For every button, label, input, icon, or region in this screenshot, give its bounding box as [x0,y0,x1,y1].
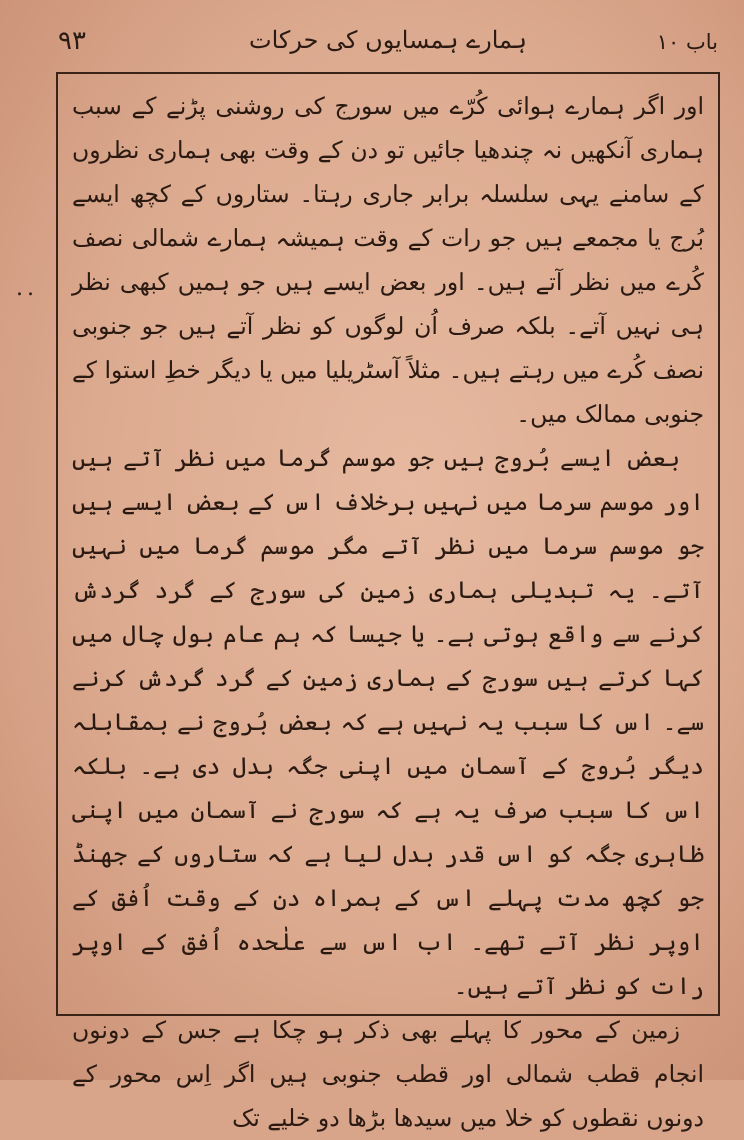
margin-mark: .. [16,276,38,301]
paragraph-1: اور اگر ہمارے ہوائی کُرّے میں سورج کی روشنی پڑنے کے سبب ہماری آنکھیں نہ چندھیا جائیں تو دن کے وقت بھی ہماری نظروں کے سامنے یہی سلسلہ برابر جاری رہتا۔ ستاروں کے کچھ ایسے بُرج یا مجمعے ہیں جو رات کے وقت ہمیشہ ہمارے شمالی نصف کُرے میں نظر آتے ہیں۔ اور بعض ایسے ہیں جو ہمیں کبھی نظر ہی نہیں آتے۔ بلکہ صرف اُن لوگوں کو نظر آتے ہیں جو جنوبی نصف کُرے میں رہتے ہیں۔ مثلاً آسٹریلیا میں یا دیگر خطِ استوا کے جنوبی ممالک میں۔ [72,92,704,428]
page-number: ۹۳ [58,26,86,56]
body-text [72,84,704,1132]
running-title: ہمارے ہمسایوں کی حرکات [249,26,527,54]
paragraph-2: بعض ایسے بُروج ہیں جو موسم گرما میں نظر آتے ہیں اور موسم سرما میں نہیں برخلاف اس کے بعض ایسے ہیں جو موسم سرما میں نظر آتے مگر موسم گرما میں نہیں آتے۔ یہ تبدیلی ہماری زمین کی سورج کے گرد گردش کرنے سے واقع ہوتی ہے۔ یا جیسا کہ ہم عام بول چال میں کہا کرتے ہیں سورج کے ہماری زمین کے گرد گردش کرنے سے۔ اس کا سبب یہ نہیں ہے کہ بعض بُروج نے بمقابلہ دیگر بُروج کے آسمان میں اپنی جگہ بدل دی ہے۔ بلکہ اس کا سبب صرف یہ ہے کہ سورج نے آسمان میں اپنی ظاہری جگہ کو اس قدر بدل لیا ہے کہ ستاروں کے جھنڈ جو کچھ مدت پہلے اس کے ہمراہ دن کے وقت اُفق کے اوپر نظر آتے تھے۔ اب اس سے علٰحدہ اُفق کے اوپر رات کو نظر آتے ہیں۔ [72,444,704,1000]
page-header [58,14,718,64]
paragraph-3: زمین کے محور کا پہلے بھی ذکر ہو چکا ہے جس کے دونوں انجام قطب شمالی اور قطب جنوبی ہیں اگر اِس محور کے دونوں نقطوں کو خلا میں سیدھا بڑھا دو خلیے تک [72,1016,704,1132]
chapter-label: باب ۱۰ [656,30,718,54]
